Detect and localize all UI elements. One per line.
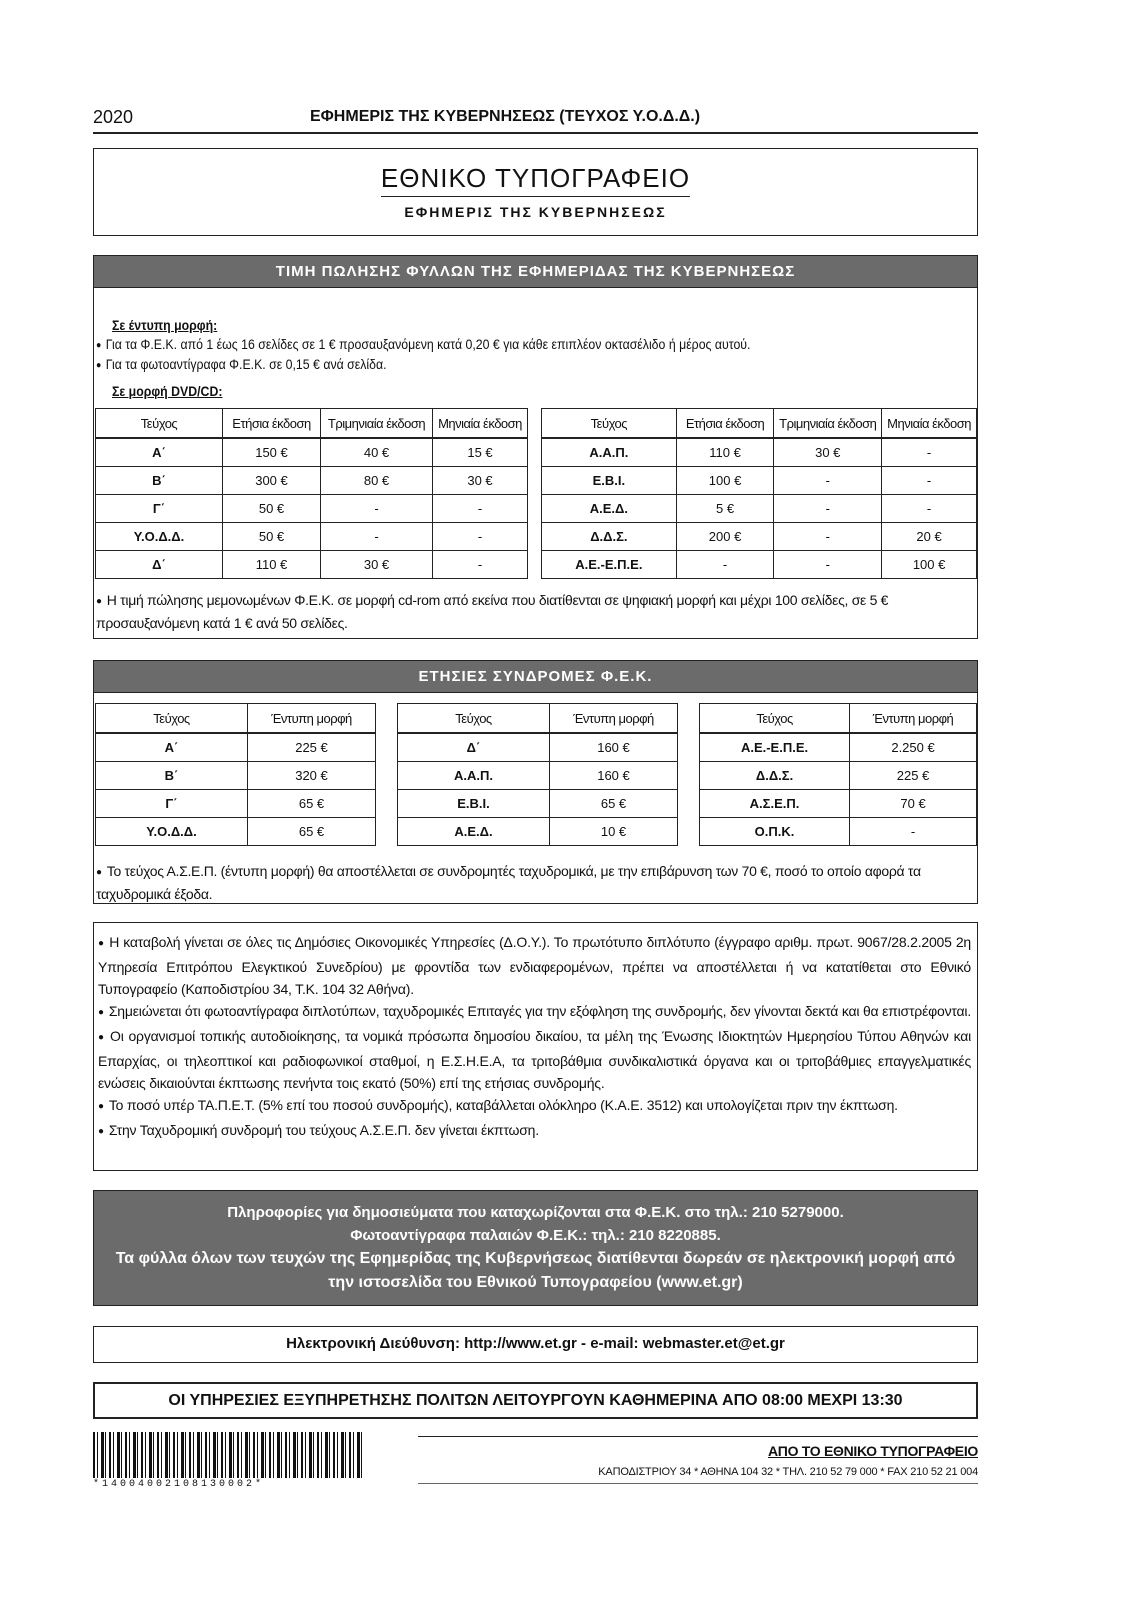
issue-cell: Α΄ — [96, 438, 223, 467]
price-cell: - — [774, 467, 882, 495]
table-row — [96, 762, 376, 790]
barcode-number: *14004002108130002* — [93, 1479, 265, 1490]
table-row — [700, 818, 977, 846]
hours-text: ΟΙ ΥΠΗΡΕΣΙΕΣ ΕΞΥΠΗΡΕΤΗΣΗΣ ΠΟΛΙΤΩΝ ΛΕΙΤΟΥΡΓΟΥΝ ΚΑΘΗΜΕΡΙΝΑ ΑΠΟ 08:00 ΜΕΧΡΙ 13:30 — [168, 1392, 903, 1409]
column-header: Έντυπη μορφή — [850, 704, 977, 734]
table-header-row — [96, 704, 376, 734]
dvd-prices-table-right — [541, 408, 977, 579]
issue-cell: Υ.Ο.Δ.Δ. — [96, 818, 248, 846]
issue-cell: Α.Ε.-Ε.Π.Ε. — [700, 733, 850, 762]
running-title: ΕΦΗΜΕΡΙΣ ΤΗΣ ΚΥΒΕΡΝΗΣΕΩΣ (ΤΕΥΧΟΣ Υ.Ο.Δ.Δ.) — [310, 108, 701, 125]
masthead — [93, 148, 978, 236]
issue-cell: Δ.Δ.Σ. — [542, 523, 677, 551]
price-cell: 65 € — [248, 790, 376, 818]
print-item: ● Για τα φωτοαντίγραφα Φ.Ε.Κ. σε 0,15 € ανά σελίδα. — [96, 356, 387, 372]
table-row — [542, 523, 977, 551]
payment-notes — [93, 922, 978, 1171]
publisher: ΑΠΟ ΤΟ ΕΘΝΙΚΟ ΤΥΠΟΓΡΑΦΕΙΟ — [768, 1443, 978, 1459]
issue-cell: Ε.Β.Ι. — [398, 790, 550, 818]
cdrom-note: ● Η τιμή πώλησης μεμονωμένων Φ.Ε.Κ. σε μορφή cd-rom από εκείνα που διατίθενται σε ψηφιακή μορφή και μέχρι 100 σελίδες, σε 5 € προσαυξανόμενη κατά 1 € ανά 50 σελίδες. — [96, 590, 966, 633]
contact-text[interactable]: Ηλεκτρονική Διεύθυνση: http://www.et.gr - e-mail: webmaster.et@et.gr — [286, 1335, 785, 1352]
table-row — [700, 762, 977, 790]
price-cell: 30 € — [433, 467, 528, 495]
price-cell: 65 € — [550, 790, 678, 818]
price-cell: - — [882, 467, 977, 495]
price-cell: - — [850, 818, 977, 846]
price-cell: 200 € — [676, 523, 774, 551]
issue-cell: Γ΄ — [96, 790, 248, 818]
price-cell: 80 € — [321, 467, 433, 495]
dvd-label: Σε μορφή DVD/CD: — [112, 383, 223, 399]
info-box — [93, 1190, 978, 1306]
price-cell: - — [321, 523, 433, 551]
column-header: Έντυπη μορφή — [248, 704, 376, 734]
column-header: Τριμηνιαία έκδοση — [321, 409, 433, 439]
price-cell: - — [433, 551, 528, 579]
price-cell: 50 € — [223, 495, 321, 523]
price-cell: - — [774, 495, 882, 523]
column-header: Τεύχος — [542, 409, 677, 439]
info-line: Φωτοαντίγραφα παλαιών Φ.Ε.Κ.: τηλ.: 210 8220885. — [350, 1227, 721, 1244]
issue-cell: Γ΄ — [96, 495, 223, 523]
dvd-prices-table-left — [95, 408, 528, 579]
prices-heading: ΤΙΜΗ ΠΩΛΗΣΗΣ ΦΥΛΛΩΝ ΤΗΣ ΕΦΗΜΕΡΙΔΑΣ ΤΗΣ ΚΥΒΕΡΝΗΣΕΩΣ — [94, 256, 977, 288]
price-cell: 30 € — [321, 551, 433, 579]
table-row — [398, 762, 678, 790]
price-cell: 30 € — [774, 438, 882, 467]
note-item: ● Η καταβολή γίνεται σε όλες τις Δημόσιες Οικονομικές Υπηρεσίες (Δ.Ο.Υ.). Το πρωτότυπο διπλότυπο (έγγραφο αριθμ. πρωτ. 9067/28.2.2005 2η Υπηρεσία Επιτρόπου Ελεγκτικού Συνεδρίου) με φροντίδα των ενδιαφερομένων, πρέπει να αποστέλλεται ή να κατατίθεται στο Εθνικό Τυπογραφείο (Καποδιστρίου 34, Τ.Κ. 104 32 Αθήνα). — [98, 931, 971, 1000]
price-cell: 225 € — [850, 762, 977, 790]
column-header: Τεύχος — [96, 704, 248, 734]
table-row — [96, 733, 376, 762]
table-row — [542, 467, 977, 495]
issue-cell: Α.Ε.-Ε.Π.Ε. — [542, 551, 677, 579]
subscriptions-table — [95, 703, 376, 846]
table-row — [700, 733, 977, 762]
subscriptions-section — [93, 660, 978, 904]
print-label: Σε έντυπη μορφή: — [112, 317, 218, 333]
price-cell: 10 € — [550, 818, 678, 846]
table-row — [96, 790, 376, 818]
issue-cell: Δ΄ — [398, 733, 550, 762]
price-cell: - — [433, 523, 528, 551]
issue-cell: Ε.Β.Ι. — [542, 467, 677, 495]
subscriptions-heading: ΕΤΗΣΙΕΣ ΣΥΝΔΡΟΜΕΣ Φ.Ε.Κ. — [94, 661, 977, 693]
table-row — [96, 551, 528, 579]
header-rule — [93, 132, 978, 134]
masthead-title: ΕΘΝΙΚΟ ΤΥΠΟΓΡΑΦΕΙΟ — [381, 163, 690, 197]
price-cell: 160 € — [550, 733, 678, 762]
price-cell: 2.250 € — [850, 733, 977, 762]
table-row — [398, 733, 678, 762]
table-row — [700, 790, 977, 818]
price-cell: 70 € — [850, 790, 977, 818]
publisher-address: ΚΑΠΟΔΙΣΤΡΙΟΥ 34 * ΑΘΗΝΑ 104 32 * ΤΗΛ. 210 52 79 000 * FAX 210 52 21 004 — [598, 1466, 978, 1478]
column-header: Μηνιαία έκδοση — [433, 409, 528, 439]
info-line: Πληροφορίες για δημοσιεύματα που καταχωρίζονται στα Φ.Ε.Κ. στο τηλ.: 210 5279000. — [227, 1204, 844, 1221]
price-cell: 50 € — [223, 523, 321, 551]
contact-box — [93, 1326, 978, 1363]
column-header: Έντυπη μορφή — [550, 704, 678, 734]
note-item: ● Το ποσό υπέρ ΤΑ.Π.Ε.Τ. (5% επί του ποσού συνδρομής), καταβάλλεται ολόκληρο (Κ.Α.Ε. 3512) και υπολογίζεται πριν την έκπτωση. — [98, 1094, 971, 1119]
table-row — [96, 818, 376, 846]
table-header-row — [700, 704, 977, 734]
price-cell: 160 € — [550, 762, 678, 790]
issue-cell: Ο.Π.Κ. — [700, 818, 850, 846]
table-row — [542, 438, 977, 467]
price-cell: 150 € — [223, 438, 321, 467]
hours-box — [93, 1382, 978, 1419]
prices-section — [93, 255, 978, 639]
column-header: Μηνιαία έκδοση — [882, 409, 977, 439]
issue-cell: Α.Α.Π. — [542, 438, 677, 467]
price-cell: 5 € — [676, 495, 774, 523]
table-row — [96, 523, 528, 551]
masthead-subtitle: ΕΦΗΜΕΡΙΣ ΤΗΣ ΚΥΒΕΡΝΗΣΕΩΣ — [404, 204, 667, 220]
price-cell: - — [321, 495, 433, 523]
issue-cell: Α.Α.Π. — [398, 762, 550, 790]
issue-cell: Δ.Δ.Σ. — [700, 762, 850, 790]
subscriptions-table — [699, 703, 977, 846]
issue-cell: Υ.Ο.Δ.Δ. — [96, 523, 223, 551]
column-header: Τεύχος — [700, 704, 850, 734]
footer-rule-bottom — [418, 1483, 978, 1484]
issue-cell: Α.Σ.Ε.Π. — [700, 790, 850, 818]
price-cell: 100 € — [882, 551, 977, 579]
note-item: ● Οι οργανισμοί τοπικής αυτοδιοίκησης, τα νομικά πρόσωπα δημοσίου δικαίου, τα μέλη της Ένωσης Ιδιοκτητών Ημερησίου Τύπου Αθηνών και Επαρχίας, οι τηλεοπτικοί και ραδιοφωνικοί σταθμοί, η Ε.Σ.Η.Ε.Α, τα τριτοβάθμια συνδικαλιστικά όργανα και οι τριτοβάθμιες επαγγελματικές ενώσεις δικαιούνται έκπτωσης πενήντα τοις εκατό (50%) επί της ετήσιας συνδρομής. — [98, 1025, 971, 1094]
price-cell: 225 € — [248, 733, 376, 762]
price-cell: - — [774, 523, 882, 551]
issue-cell: Β΄ — [96, 467, 223, 495]
price-cell: 15 € — [433, 438, 528, 467]
column-header: Τεύχος — [398, 704, 550, 734]
table-row — [96, 495, 528, 523]
column-header: Τεύχος — [96, 409, 223, 439]
page-number: 2020 — [93, 107, 134, 127]
note-item: ● Στην Ταχυδρομική συνδρομή του τεύχους Α.Σ.Ε.Π. δεν γίνεται έκπτωση. — [98, 1119, 971, 1144]
barcode — [93, 1432, 365, 1478]
table-row — [398, 790, 678, 818]
table-row — [542, 495, 977, 523]
table-header-row — [96, 409, 528, 439]
price-cell: 110 € — [223, 551, 321, 579]
info-line: Τα φύλλα όλων των τευχών της Εφημερίδας της Κυβερνήσεως διατίθενται δωρεάν σε ηλεκτρονική μορφή από την ιστοσελίδα του Εθνικού Τυπογραφείου (www.et.gr) — [115, 1250, 956, 1291]
table-row — [96, 467, 528, 495]
issue-cell: Δ΄ — [96, 551, 223, 579]
price-cell: - — [433, 495, 528, 523]
note-item: ● Σημειώνεται ότι φωτοαντίγραφα διπλοτύπων, ταχυδρομικές Επιταγές για την εξόφληση της συνδρομής, δεν γίνονται δεκτά και θα επιστρέφονται. — [98, 1000, 971, 1025]
price-cell: - — [882, 438, 977, 467]
price-cell: - — [774, 551, 882, 579]
price-cell: 40 € — [321, 438, 433, 467]
price-cell: - — [882, 495, 977, 523]
column-header: Ετήσια έκδοση — [223, 409, 321, 439]
price-cell: 110 € — [676, 438, 774, 467]
price-cell: 20 € — [882, 523, 977, 551]
issue-cell: Β΄ — [96, 762, 248, 790]
issue-cell: Α.Ε.Δ. — [398, 818, 550, 846]
table-row — [398, 818, 678, 846]
asep-note: ● Το τεύχος Α.Σ.Ε.Π. (έντυπη μορφή) θα αποστέλλεται σε συνδρομητές ταχυδρομικά, με την επιβάρυνση των 70 €, ποσό το οποίο αφορά τα ταχυδρομικά έξοδα. — [96, 861, 971, 904]
table-header-row — [542, 409, 977, 439]
footer-rule — [418, 1436, 978, 1437]
price-cell: 320 € — [248, 762, 376, 790]
table-row — [96, 438, 528, 467]
table-header-row — [398, 704, 678, 734]
print-item: ● Για τα Φ.Ε.Κ. από 1 έως 16 σελίδες σε 1 € προσαυξανόμενη κατά 0,20 € για κάθε επιπλέον οκτασέλιδο ή μέρος αυτού. — [96, 336, 750, 352]
issue-cell: Α΄ — [96, 733, 248, 762]
price-cell: 100 € — [676, 467, 774, 495]
issue-cell: Α.Ε.Δ. — [542, 495, 677, 523]
subscriptions-table — [397, 703, 678, 846]
price-cell: 65 € — [248, 818, 376, 846]
price-cell: 300 € — [223, 467, 321, 495]
column-header: Τριμηνιαία έκδοση — [774, 409, 882, 439]
column-header: Ετήσια έκδοση — [676, 409, 774, 439]
table-row — [542, 551, 977, 579]
price-cell: - — [676, 551, 774, 579]
